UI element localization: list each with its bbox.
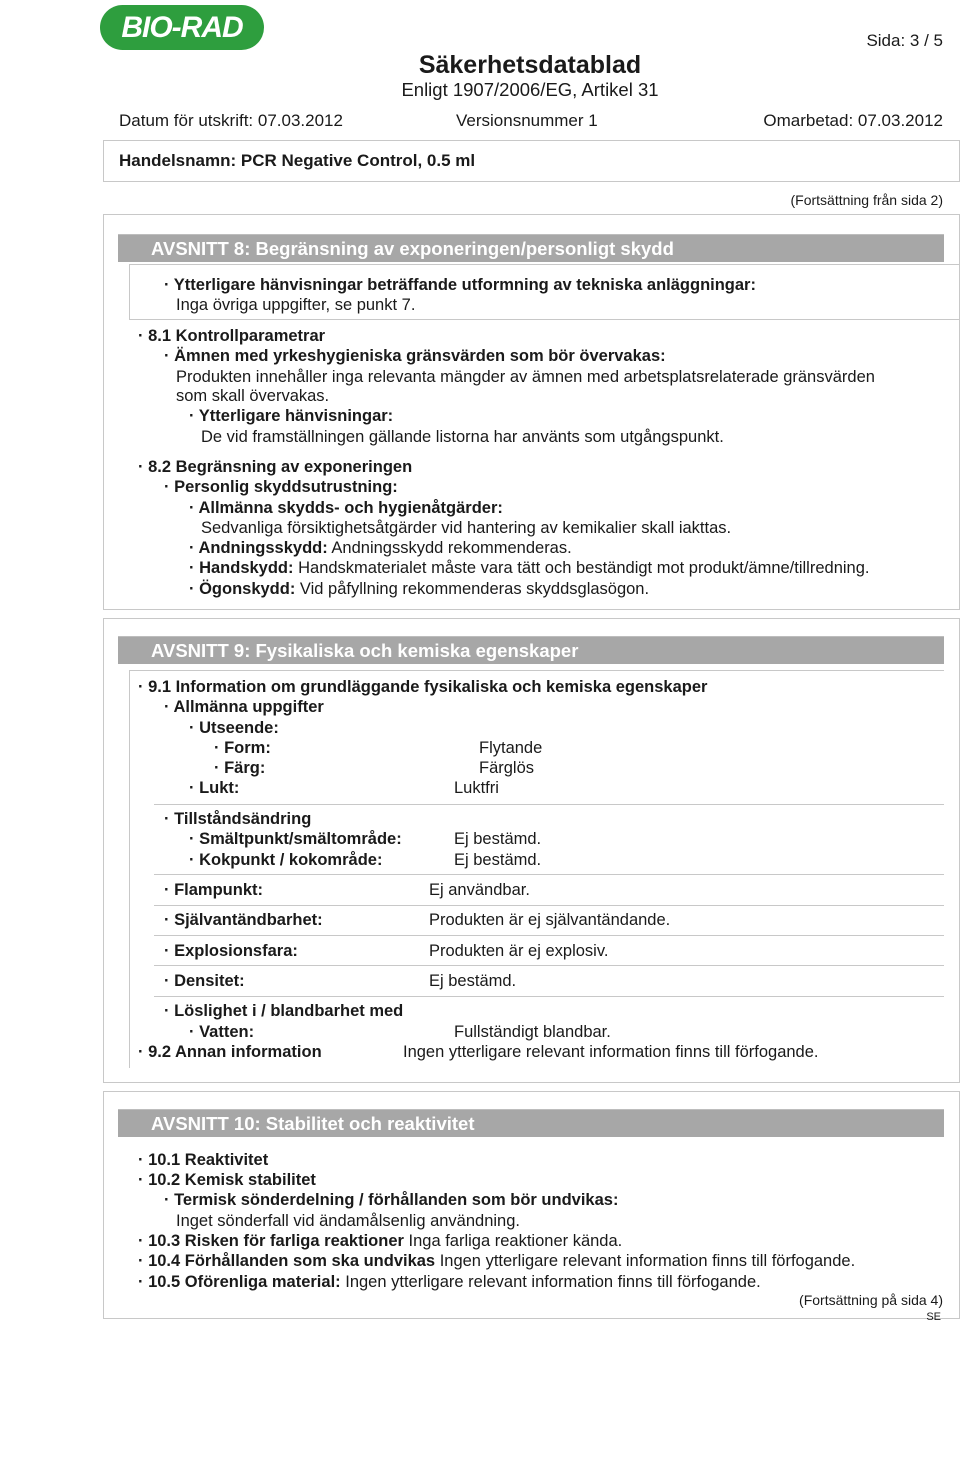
s9-basic-info-heading: · 9.1 Information om grundläggande fysikaliska och kemiska egenskaper [138,678,708,696]
s9-flash-label: · Flampunkt: [164,881,263,899]
s9-density-label: · Densitet: [164,972,245,990]
s9-form-label: · Form: [214,739,271,757]
s8-eye-label: · Ögonskydd: [189,580,296,598]
s8-hygiene-text: Sedvanliga försiktighetsåtgärder vid hantering av kemikalier skall iakttas. [201,519,732,537]
s9-selfign-label: · Självantändbarhet: [164,911,323,929]
s9-appearance-heading: · Utseende: [189,719,279,737]
continued-from: (Fortsättning från sida 2) [790,192,943,208]
trade-name: Handelsnamn: PCR Negative Control, 0.5 ml [119,151,476,170]
language-code: SE [926,1311,941,1323]
s8-limit-values-text: Produkten innehåller inga relevanta mängder av ämnen med arbetsplatsrelaterade gränsvärden [176,368,875,386]
s8-hand-row [189,558,869,578]
s9-water-value: Fullständigt blandbar. [454,1023,611,1041]
s10-conditions-row [138,1251,855,1271]
s9-flash-value: Ej användbar. [429,881,530,899]
page-number: Sida: 3 / 5 [866,31,943,50]
s8-eye-row [189,579,649,599]
print-date: Datum för utskrift: 07.03.2012 [119,111,343,130]
s9-solubility-heading: · Löslighet i / blandbarhet med [164,1002,404,1020]
document-subtitle: Enligt 1907/2006/EG, Artikel 31 [401,79,659,100]
s9-odor-label: · Lukt: [189,779,240,797]
s10-incompatible-label: · 10.5 Oförenliga material: [138,1273,341,1291]
s9-form-value: Flytande [479,739,543,757]
s8-limit-values-heading: · Ämnen med yrkeshygieniska gränsvärden som bör övervakas: [164,347,666,365]
s10-hazardous-reactions-row [138,1231,622,1251]
s10-thermal-heading: · Termisk sönderdelning / förhållanden som bör undvikas: [164,1191,619,1209]
table-divider [154,874,944,875]
s9-explosion-label: · Explosionsfara: [164,942,298,960]
s9-general-heading: · Allmänna uppgifter [164,698,324,716]
s10-chemical-stability: · 10.2 Kemisk stabilitet [138,1171,316,1189]
table-divider [154,935,944,936]
s8-control-params: · 8.1 Kontrollparametrar [138,327,326,345]
s8-hand-value: Handskmaterialet måste vara tätt och beständigt mot produkt/ämne/tillredning. [293,559,870,577]
document-title: Säkerhetsdatablad [418,51,642,79]
s10-reactivity: · 10.1 Reaktivitet [138,1151,269,1169]
table-divider [154,905,944,906]
s10-conditions-value: Ingen ytterligare relevant information finns till förfogande. [435,1252,856,1270]
s8-further-refs-text: De vid framställningen gällande listorna har använts som utgångspunkt. [201,428,724,446]
s9-density-value: Ej bestämd. [429,972,517,990]
s10-hazardous-reactions-label: · 10.3 Risken för farliga reaktioner [138,1232,404,1250]
bio-rad-logo: BIO-RAD [100,5,264,50]
s10-conditions-label: · 10.4 Förhållanden som ska undvikas [138,1252,436,1270]
s9-odor-value: Luktfri [454,779,499,797]
s8-hygiene-heading: · Allmänna skydds- och hygienåtgärder: [189,499,503,517]
s9-melting-label: · Smältpunkt/smältområde: [189,830,402,848]
s9-selfign-value: Produkten är ej självantändande. [429,911,671,929]
continued-to: (Fortsättning på sida 4) [799,1292,943,1308]
s9-boiling-value: Ej bestämd. [454,851,542,869]
s8-respiratory-row [189,538,572,558]
section-10-heading: AVSNITT 10: Stabilitet och reaktivitet [118,1109,944,1137]
s8-technical-text: Inga övriga uppgifter, se punkt 7. [176,296,416,314]
s8-ppe-heading: · Personlig skyddsutrustning: [164,478,398,496]
revised-date: Omarbetad: 07.03.2012 [763,111,943,130]
s9-state-change-heading: · Tillståndsändring [164,810,312,828]
s8-hand-label: · Handskydd: [189,559,294,577]
s10-thermal-text: Inget sönderfall vid ändamålsenlig användning. [176,1212,520,1230]
table-divider [154,804,944,805]
s9-other-label: · 9.2 Annan information [138,1043,322,1061]
s9-melting-value: Ej bestämd. [454,830,542,848]
s8-technical-heading: · Ytterligare hänvisningar beträffande utformning av tekniska anläggningar: [164,276,756,294]
table-divider [154,996,944,997]
s8-respiratory-label: · Andningsskydd: [189,539,328,557]
s9-color-label: · Färg: [214,759,266,777]
version-number: Versionsnummer 1 [456,111,598,130]
s9-other-value: Ingen ytterligare relevant information finns till förfogande. [403,1043,819,1061]
s10-hazardous-reactions-value: Inga farliga reaktioner kända. [403,1232,623,1250]
s9-boiling-label: · Kokpunkt / kokområde: [189,851,383,869]
s8-exposure-controls: · 8.2 Begränsning av exponeringen [138,458,413,476]
section-8-heading: AVSNITT 8: Begränsning av exponeringen/personligt skydd [118,234,944,262]
s8-eye-value: Vid påfyllning rekommenderas skyddsglasögon. [295,580,650,598]
s9-color-value: Färglös [479,759,535,777]
s8-respiratory-value: Andningsskydd rekommenderas. [327,539,572,557]
s8-limit-values-text-2: som skall övervakas. [176,387,330,405]
s8-further-refs-heading: · Ytterligare hänvisningar: [189,407,394,425]
section-9-heading: AVSNITT 9: Fysikaliska och kemiska egenskaper [118,636,944,664]
s10-incompatible-row [138,1272,761,1292]
s9-explosion-value: Produkten är ej explosiv. [429,942,609,960]
s9-water-label: · Vatten: [189,1023,255,1041]
table-divider [154,965,944,966]
s10-incompatible-value: Ingen ytterligare relevant information finns till förfogande. [340,1273,761,1291]
